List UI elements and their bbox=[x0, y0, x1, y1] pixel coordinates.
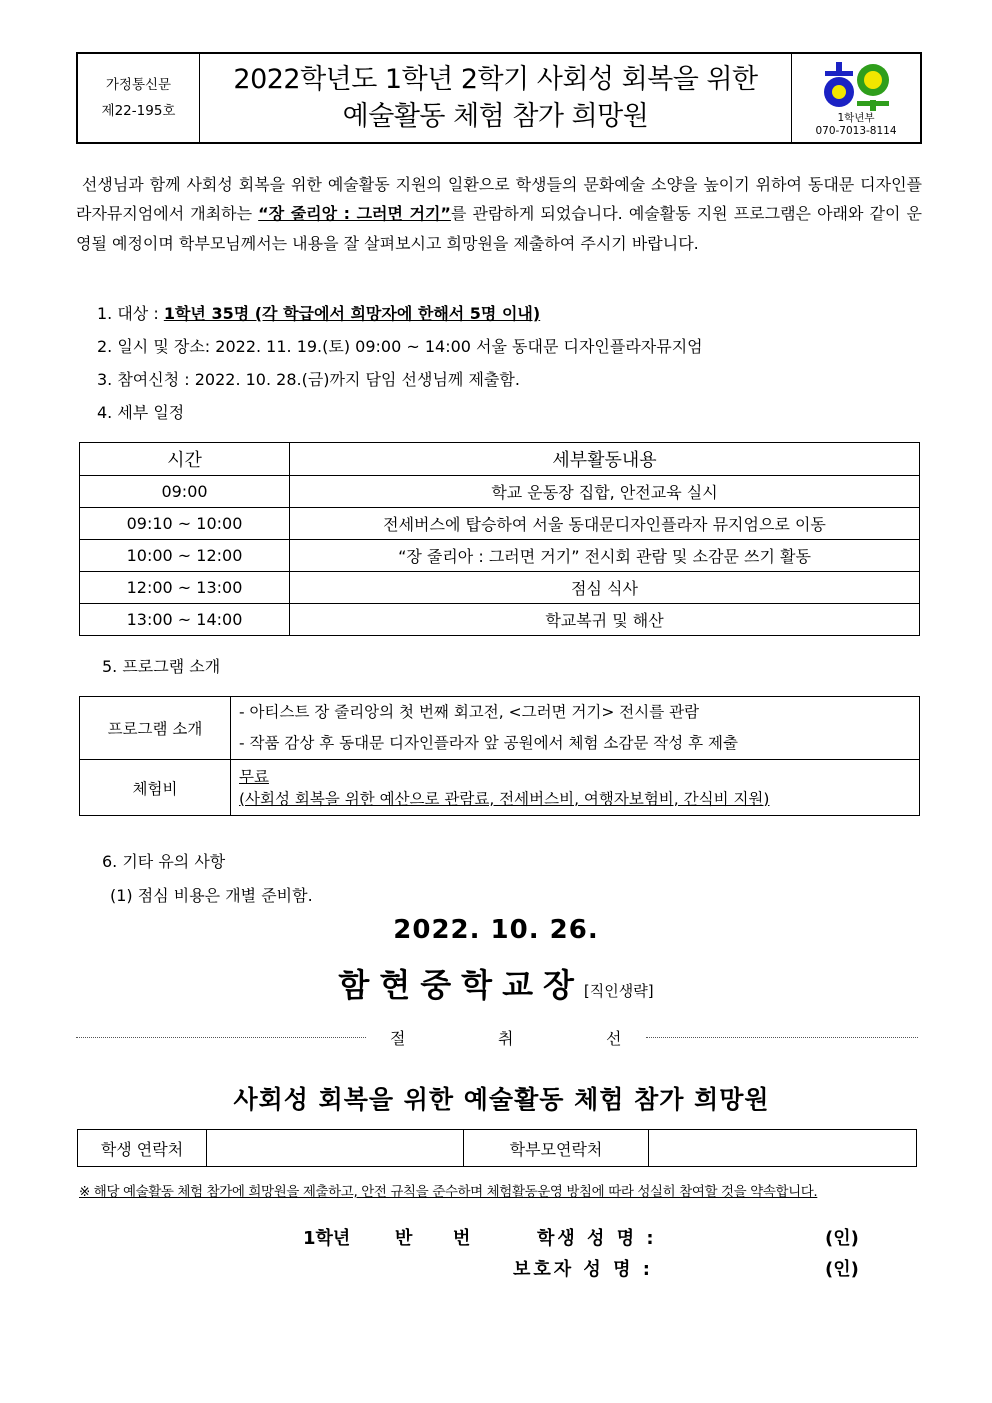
schedule-time: 09:00 bbox=[80, 476, 290, 508]
table-row bbox=[80, 540, 920, 572]
schedule-header-row bbox=[80, 443, 920, 476]
schedule-activity: 학교복귀 및 해산 bbox=[290, 604, 920, 636]
item-target-value: 1학년 35명 (각 학급에서 희망자에 한해서 5명 이내) bbox=[163, 304, 541, 323]
exhibition-title: “장 줄리앙 : 그러면 거기” bbox=[258, 204, 451, 224]
class-label: 반 bbox=[395, 1228, 413, 1249]
contact-table bbox=[77, 1129, 917, 1167]
dept-phone: 070-7013-8114 bbox=[815, 125, 897, 137]
schedule-activity: 학교 운동장 집합, 안전교육 실시 bbox=[290, 476, 920, 508]
etc-item-1: (1) 점심 비용은 개별 준비함. bbox=[110, 886, 313, 905]
item-target bbox=[97, 304, 540, 324]
cut-line bbox=[76, 1030, 918, 1050]
schedule-activity: 전세버스에 탑승하여 서울 동대문디자인플라자 뮤지엄으로 이동 bbox=[290, 508, 920, 540]
principal-name: 함현중학교장 bbox=[338, 966, 584, 1004]
student-seal: (인) bbox=[825, 1228, 859, 1249]
program-heading: 5. 프로그램 소개 bbox=[102, 657, 221, 676]
title-line-1: 2022학년도 1학년 2학기 사회성 회복을 위한 bbox=[233, 64, 758, 95]
principal-signature bbox=[0, 960, 992, 1006]
fee-label: 체험비 bbox=[80, 760, 231, 816]
table-row bbox=[80, 604, 920, 636]
doc-number: 제22-195호 bbox=[101, 103, 176, 119]
schedule-time: 10:00 ~ 12:00 bbox=[80, 540, 290, 572]
item-target-label: 1. 대상 : bbox=[97, 304, 164, 323]
dept-name: 1학년부 bbox=[837, 112, 875, 124]
page-title bbox=[200, 54, 792, 142]
student-contact-field[interactable] bbox=[207, 1130, 464, 1167]
schedule-time: 13:00 ~ 14:00 bbox=[80, 604, 290, 636]
title-line-2: 예술활동 체험 참가 희망원 bbox=[342, 101, 649, 132]
dotted-line-left bbox=[76, 1037, 366, 1038]
etc-heading: 6. 기타 유의 사항 bbox=[102, 852, 226, 871]
schedule-time: 12:00 ~ 13:00 bbox=[80, 572, 290, 604]
stamp-omitted: [직인생략] bbox=[583, 982, 654, 1000]
parent-seal: (인) bbox=[825, 1259, 859, 1280]
fee-value bbox=[231, 760, 920, 816]
schedule-header-time: 시간 bbox=[80, 443, 290, 476]
table-row bbox=[80, 476, 920, 508]
school-logo-icon bbox=[817, 60, 895, 112]
pledge-text: ※ 해당 예술활동 체험 참가에 희망원을 제출하고, 안전 규칙을 준수하며 체험활동운영 방침에 따라 성실히 참여할 것을 약속합니다. bbox=[79, 1184, 818, 1200]
schedule-heading: 4. 세부 일정 bbox=[97, 403, 185, 422]
item-apply: 3. 참여신청 : 2022. 10. 28.(금)까지 담임 선생님께 제출함. bbox=[97, 370, 520, 389]
doc-type: 가정통신문 bbox=[105, 77, 172, 93]
program-line-2: - 작품 감상 후 동대문 디자인플라자 앞 공원에서 체험 소감문 작성 후 제출 bbox=[239, 734, 738, 752]
parent-contact-field[interactable] bbox=[649, 1130, 917, 1167]
issue-date: 2022. 10. 26. bbox=[393, 915, 599, 945]
table-row bbox=[80, 572, 920, 604]
dotted-line-right bbox=[646, 1037, 918, 1038]
program-label: 프로그램 소개 bbox=[80, 697, 231, 760]
school-logo-block bbox=[792, 54, 920, 142]
intro-text-2: 를 관람하게 되었습니다. 예술활동 지원 프로그램은 아래와 같이 운영될 예정이며 학부모님께서는 내용을 잘 살펴보시고 희망원을 제출하여 주시기 바랍니다. bbox=[76, 204, 922, 253]
schedule-header-activity: 세부활동내용 bbox=[290, 443, 920, 476]
item-datetime: 2. 일시 및 장소: 2022. 11. 19.(토) 09:00 ~ 14:00 서울 동대문 디자인플라자뮤지엄 bbox=[97, 337, 703, 356]
fee-free: 무료 bbox=[239, 767, 269, 786]
schedule-table bbox=[79, 442, 920, 636]
number-label: 번 bbox=[453, 1228, 471, 1249]
table-row bbox=[78, 1130, 917, 1167]
program-line-1: - 아티스트 장 줄리앙의 첫 번째 회고전, <그러면 거기> 전시를 관람 bbox=[239, 703, 700, 721]
schedule-activity: “장 줄리아 : 그러면 거기” 전시회 관람 및 소감문 쓰기 활동 bbox=[290, 540, 920, 572]
doc-info bbox=[78, 54, 200, 142]
cut-char-1: 절 bbox=[390, 1029, 406, 1048]
table-row bbox=[80, 697, 920, 760]
program-description bbox=[231, 697, 920, 760]
grade-label: 1학년 bbox=[303, 1228, 351, 1249]
fee-note: (사회성 회복을 위한 예산으로 관람료, 전세버스비, 여행자보험비, 간식비 지원) bbox=[239, 789, 770, 808]
header-box bbox=[76, 52, 922, 144]
intro-paragraph bbox=[76, 170, 922, 258]
schedule-activity: 점심 식사 bbox=[290, 572, 920, 604]
table-row bbox=[80, 760, 920, 816]
parent-contact-label: 학부모연락처 bbox=[464, 1130, 649, 1167]
form-title: 사회성 회복을 위한 예술활동 체험 참가 희망원 bbox=[233, 1085, 770, 1114]
parent-name-label: 보호자 성 명 : bbox=[513, 1259, 653, 1280]
cut-char-3: 선 bbox=[606, 1029, 622, 1048]
schedule-time: 09:10 ~ 10:00 bbox=[80, 508, 290, 540]
program-table bbox=[79, 696, 920, 816]
cut-char-2: 취 bbox=[498, 1029, 514, 1048]
table-row bbox=[80, 508, 920, 540]
student-contact-label: 학생 연락처 bbox=[78, 1130, 207, 1167]
intro-text-1: 선생님과 함께 사회성 회복을 위한 예술활동 지원의 일환으로 학생들의 문화예술 소양을 높이기 위하여 동대문 디자인플라자뮤지엄에서 개최하는 bbox=[76, 175, 922, 224]
student-name-label: 학생 성 명 : bbox=[537, 1228, 657, 1249]
